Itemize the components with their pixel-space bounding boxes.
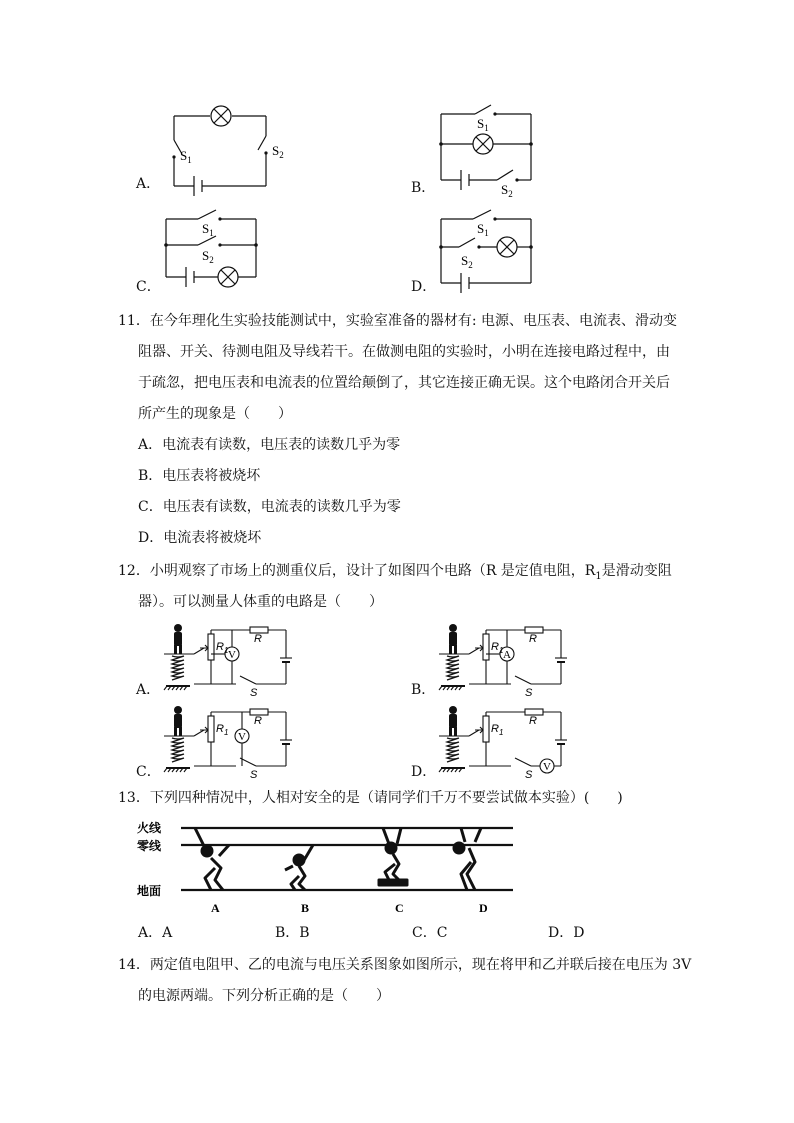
q13-fig-label-c: C: [395, 901, 404, 915]
q10-c-s2: $S_2$: [202, 248, 214, 265]
q11-option-a[interactable]: A．电流表有读数，电压表的读数几乎为零: [138, 437, 401, 453]
q12-stem-line-1: 12．小明观察了市场上的测重仪后，设计了如图四个电路（R 是定值电阻，$R_1$是滑动变阻: [118, 563, 672, 582]
meter-label: A: [503, 649, 511, 661]
s-label: S: [250, 769, 258, 781]
q12-circuit-d: [435, 702, 585, 782]
q13-person-b: [285, 845, 313, 890]
s-label: S: [525, 687, 533, 699]
s-label: S: [525, 769, 533, 781]
q13-option-b[interactable]: B．B: [275, 925, 310, 941]
q14-stem-line-1: 14．两定值电阻甲、乙的电流与电压关系图象如图所示，现在将甲和乙并联后接在电压为 3V: [118, 957, 692, 973]
s-label: S: [250, 687, 258, 699]
r-label: R: [254, 715, 262, 727]
q10-option-a[interactable]: [130, 100, 284, 200]
person-icon: [449, 706, 457, 736]
q10-option-c[interactable]: [130, 205, 280, 305]
r1-label: $R_1$: [491, 723, 504, 737]
q13-person-d: [454, 828, 481, 890]
q10-option-b[interactable]: [405, 100, 555, 200]
q10-a-s2: $S_2$: [272, 143, 284, 160]
q12-circuit-c: [160, 702, 310, 782]
q12-option-a[interactable]: [130, 620, 310, 700]
q13-fig-label-b: B: [301, 901, 310, 915]
person-icon: [449, 624, 457, 654]
person-icon: [174, 706, 182, 736]
q11-option-c[interactable]: C．电压表有读数，电流表的读数几乎为零: [138, 499, 401, 515]
q13-figure: [135, 818, 535, 918]
q13-wire-label-ground: 地面: [137, 884, 162, 898]
q12-option-a-letter: A．: [136, 682, 161, 698]
q13-option-a[interactable]: A．A: [138, 925, 173, 941]
q11-option-d[interactable]: D．电流表将被烧坏: [138, 530, 262, 546]
q10-circuit-d: [405, 205, 555, 305]
q13-stem: 13．下列四种情况中，人相对安全的是（请同学们千万不要尝试做本实验）( ): [118, 790, 623, 806]
r1-label: $R_1$: [216, 641, 229, 655]
q10-option-d[interactable]: [405, 205, 555, 305]
q11-stem-line-2: 阻器、开关、待测电阻及导线若干。在做测电阻的实验时，小明在连接电路过程中，由: [138, 344, 670, 360]
q10-d-s1: $S_1$: [477, 221, 489, 238]
q12-option-d[interactable]: [405, 702, 585, 782]
q10-circuit-b: [405, 100, 555, 200]
q10-option-d-letter: D．: [411, 279, 437, 295]
q10-option-a-letter: A．: [136, 176, 161, 192]
q10-circuit-a: [130, 100, 284, 200]
q13-person-a: [195, 828, 229, 890]
q13-person-c: [379, 828, 407, 885]
q11-stem-line-3: 于疏忽，把电压表和电流表的位置给颠倒了，其它连接正确无误。这个电路闭合开关后: [138, 375, 670, 391]
meter-label: V: [228, 649, 236, 661]
q11-option-b[interactable]: B．电压表将被烧坏: [138, 468, 261, 484]
meter-label: V: [238, 731, 246, 743]
q10-option-b-letter: B．: [411, 180, 436, 196]
q12-option-b[interactable]: [405, 620, 585, 700]
q12-option-c-letter: C．: [136, 764, 161, 780]
r-label: R: [529, 633, 537, 645]
q13-option-c[interactable]: C．C: [412, 925, 448, 941]
meter-label: V: [543, 761, 551, 773]
q10-d-s2: $S_2$: [461, 253, 473, 270]
r1-label: $R_1$: [216, 723, 229, 737]
r-label: R: [254, 633, 262, 645]
q11-stem-line-1: 11．在今年理化生实验技能测试中，实验室准备的器材有: 电源、电压表、电流表、滑动变: [118, 313, 677, 329]
q12-circuit-a: [160, 620, 310, 700]
q12-circuit-b: [435, 620, 585, 700]
q10-b-s2: $S_2$: [501, 182, 513, 199]
person-icon: [174, 624, 182, 654]
q10-a-s1: $S_1$: [180, 148, 192, 165]
q13-fig-label-a: A: [211, 901, 220, 915]
q13-wire-label-live: 火线: [137, 821, 162, 835]
q10-c-s1: $S_1$: [202, 221, 214, 238]
q13-option-d[interactable]: D．D: [548, 925, 585, 941]
q11-stem-line-4: 所产生的现象是（ ）: [138, 406, 292, 422]
q10-b-s1: $S_1$: [477, 116, 489, 133]
r-label: R: [529, 715, 537, 727]
r1-label: $R_1$: [491, 641, 504, 655]
q13-wire-label-neutral: 零线: [137, 839, 162, 853]
q13-fig-label-d: D: [479, 901, 488, 915]
q10-option-c-letter: C．: [136, 279, 161, 295]
q14-stem-line-2: 的电源两端。下列分析正确的是（ ）: [138, 988, 390, 1004]
q12-option-c[interactable]: [130, 702, 310, 782]
q12-option-b-letter: B．: [411, 682, 436, 698]
q10-circuit-c: [130, 205, 280, 305]
q12-stem-line-2: 器）。可以测量人体重的电路是（ ）: [138, 594, 383, 610]
q12-option-d-letter: D．: [411, 764, 437, 780]
